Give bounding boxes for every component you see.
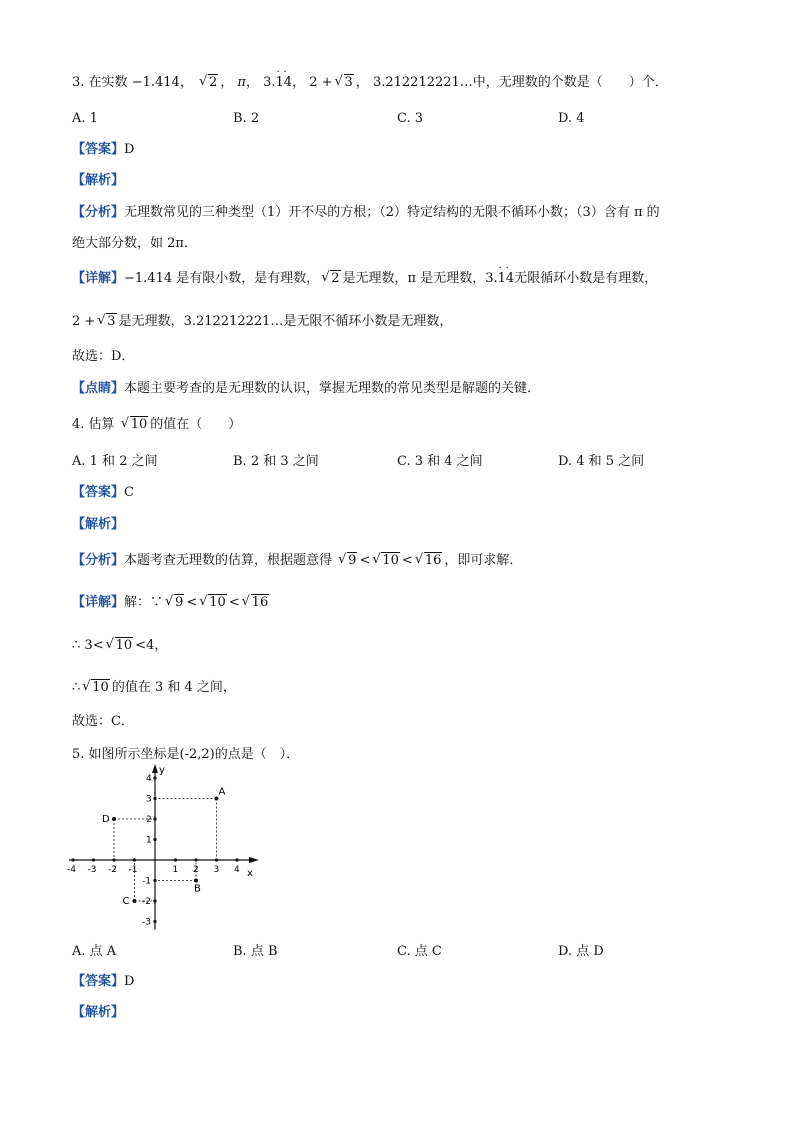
q4-choose: 故选：C． [72,714,134,729]
point-c [133,899,137,903]
y-tick-label: 4 [146,774,152,784]
q3-option-a: A. 1 [72,111,98,126]
q4-option-b: B. 2 和 3 之间 [233,454,319,469]
q5-option-a: A. 点 A [72,944,117,959]
x-tick-mark [235,858,238,861]
point-label-d: D [102,814,110,825]
x-tick-label: -1 [128,865,138,875]
q4-option-c: C. 3 和 4 之间 [397,454,483,469]
sqrt-10: √ 10 [121,416,149,434]
point-label-a: A [218,786,226,798]
point-b [194,879,198,883]
point-label-c: C [122,896,130,907]
q3-detail: 【详解】−1.414 是有限小数，是有理数，√ 2 是无理数，π 是无理数，3.14 · · 无限循环小数是有理数， [72,270,657,288]
q3-fenxi: 【分析】无理数常见的三种类型（1）开不尽的方根；（2）特定结构的无限不循环小数；（3）含有 π 的 [72,205,660,220]
q5-stem: 5. 如图所示坐标是(-2,2)的点是（ ）． [72,747,300,762]
y-axis-arrow [152,764,158,773]
q5-analysis-tag: 【解析】 [72,1005,125,1020]
x-tick-mark [92,858,95,861]
y-tick-label: -2 [142,897,151,907]
coordinate-plane [67,765,268,930]
q3-choose: 故选：D． [72,349,135,364]
q4-option-a: A. 1 和 2 之间 [72,454,158,469]
q4-analysis-tag: 【解析】 [72,517,125,532]
y-tick-label: -1 [142,876,151,887]
x-tick-label: -3 [87,865,97,875]
y-tick-mark [153,838,156,841]
y-axis-label: y [159,765,165,776]
x-tick-mark [174,858,177,861]
q5-option-c: C. 点 C [397,944,442,959]
q3-stem: 3. 在实数 −1.414， √ 2 ， π， 3.14 · · ， 2 +√ 3 ， 3.212212221…中，无理数的个数是（ ）个． [72,74,668,92]
y-tick-label: 1 [146,835,152,846]
point-label-b: B [194,883,201,895]
q4-fenxi: 【分析】本题考查无理数的估算，根据题意得 √ 9 <√ 10 <√ 16 ，即可求解． [72,552,522,570]
x-axis-arrow [249,857,259,863]
y-tick-mark [153,776,156,779]
x-axis-label: x [247,868,253,879]
q3-answer: 【答案】D [72,142,135,157]
x-tick-label: 1 [172,865,179,875]
sqrt-2: √ 2 [199,74,218,92]
q3-option-d: D. 4 [558,111,585,126]
x-tick-label: -4 [67,865,76,875]
q3-detail-cont: 2 +√ 3 是无理数，3.212212221…是无限不循环小数是无理数， [72,313,452,331]
x-tick-mark [71,858,74,861]
q4-option-d: D. 4 和 5 之间 [558,454,645,469]
q3-option-c: C. 3 [397,111,424,126]
q3-analysis-tag: 【解析】 [72,173,125,188]
point-d [112,817,116,821]
x-tick-label: 4 [234,865,240,875]
q5-option-b: B. 点 B [233,944,278,959]
q4-detail: 【详解】解：∵√ 9 <√ 10 <√ 16 [72,594,271,612]
q5-answer: 【答案】D [72,974,135,989]
question-number: 3. [72,75,85,90]
x-tick-label: 2 [193,865,199,875]
q4-answer: 【答案】C [72,485,134,500]
q4-step2: ∴ 3<√ 10 <4， [72,637,167,655]
q4-step3: ∴√ 10 的值在 3 和 4 之间， [72,679,236,697]
y-tick-label: 3 [146,794,152,805]
q3-option-b: B. 2 [233,111,260,126]
repeating-decimal: 14 · · [275,67,293,90]
y-tick-label: -3 [142,917,151,928]
sqrt-3: √ 3 [335,74,354,92]
q3-dianjing: 【点睛】本题主要考查的是无理数的认识，掌握无理数的常见类型是解题的关键． [72,381,541,396]
q3-fenxi-cont: 绝大部分数，如 2π． [72,236,197,251]
y-tick-mark [153,920,156,923]
x-tick-label: -2 [108,865,117,875]
y-tick-label: 2 [146,815,152,825]
q5-option-d: D. 点 D [558,944,604,959]
q4-stem: 4. 估算 √ 10 的值在（ ） [72,416,241,434]
x-tick-label: 3 [213,865,220,875]
